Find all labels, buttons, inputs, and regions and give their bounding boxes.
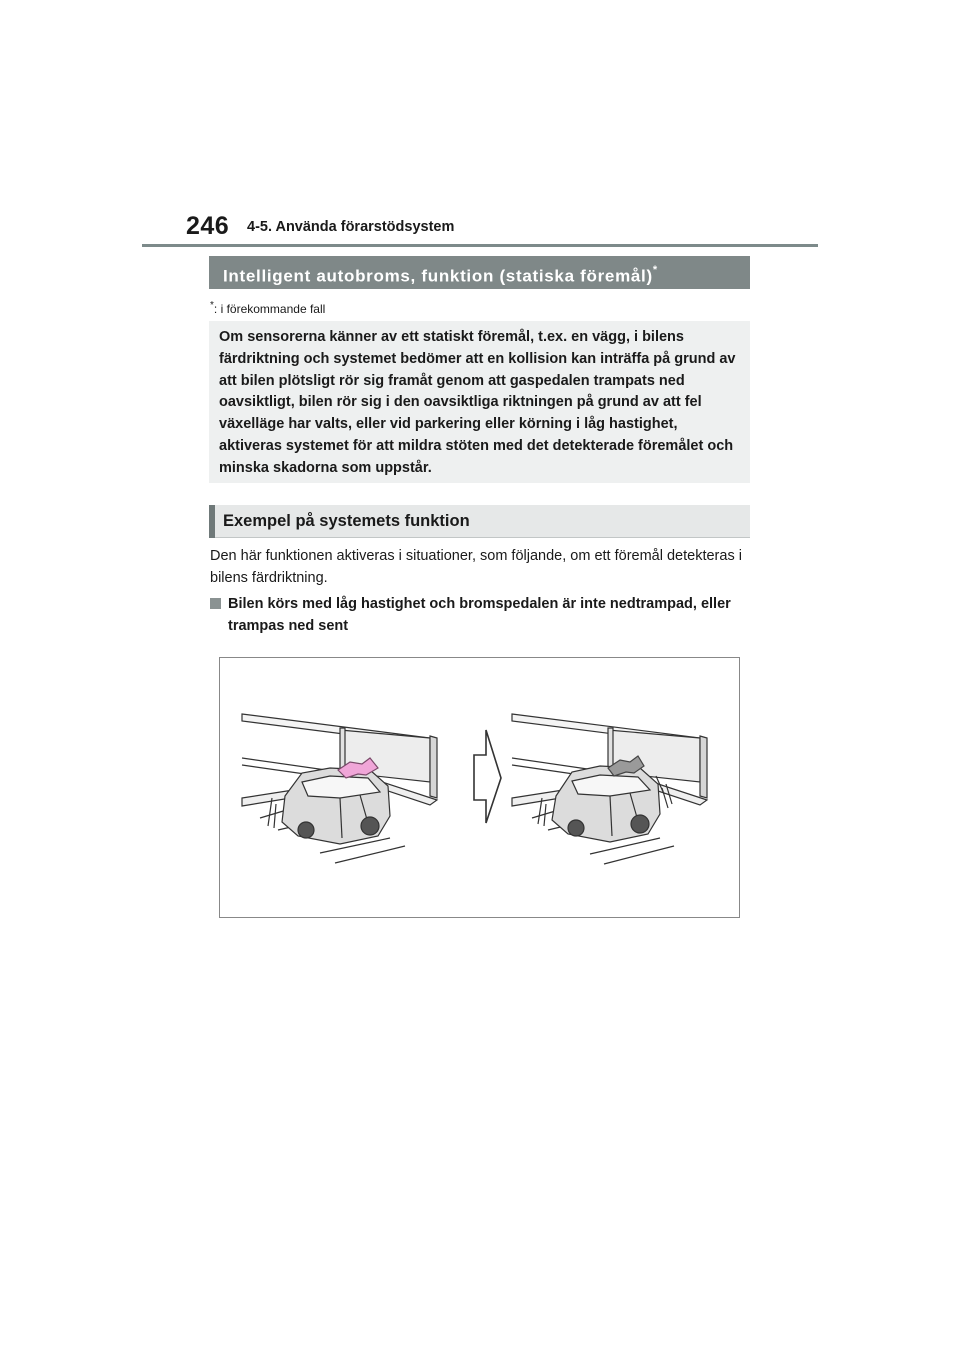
section-title-mark: * — [652, 264, 658, 276]
direction-arrow-icon — [474, 730, 501, 823]
section-title: Intelligent autobroms, funktion (statiska föremål) — [223, 266, 653, 286]
example-heading-bar — [209, 505, 750, 538]
header-rule — [142, 244, 818, 247]
intro-paragraph: Den här funktionen aktiveras i situationer, som följande, om ett föremål detekteras i bilens färdriktning. — [210, 548, 742, 586]
chapter-title: 4-5. Använda förarstödsystem — [247, 219, 455, 235]
heading-accent — [209, 505, 215, 538]
footnote-text: : i förekommande fall — [213, 302, 326, 316]
summary-text: Om sensorerna känner av ett statiskt föremål, t.ex. en vägg, i bilens färdriktning och systemet bedömer att en kollision kan inträffa på grund av att bilen plötsligt rör sig framåt genom att gaspedalen trampats ned oavsiktligt, bilen rör sig i den oavsiktliga riktningen på grund av att fel växelläge har valts, eller vid parkering eller körning i låg hastighet, aktiveras systemet för att mildra stöten med det detekterade föremålet och minska skadorna som uppstår. — [219, 329, 736, 476]
condition-item — [210, 593, 750, 637]
section-title-bar — [209, 256, 750, 289]
summary-box — [209, 321, 750, 483]
footnote-mark: * — [210, 300, 214, 311]
car-right-icon — [512, 714, 707, 864]
bullet-square-icon — [210, 598, 221, 609]
car-left-icon — [242, 714, 437, 863]
page-number: 246 — [186, 212, 230, 240]
example-heading: Exempel på systemets funktion — [223, 512, 470, 530]
condition-text: Bilen körs med låg hastighet och bromspedalen är inte nedtrampad, eller trampas ned sent — [228, 596, 731, 634]
illustration-frame — [219, 657, 740, 918]
footnote — [210, 300, 325, 316]
